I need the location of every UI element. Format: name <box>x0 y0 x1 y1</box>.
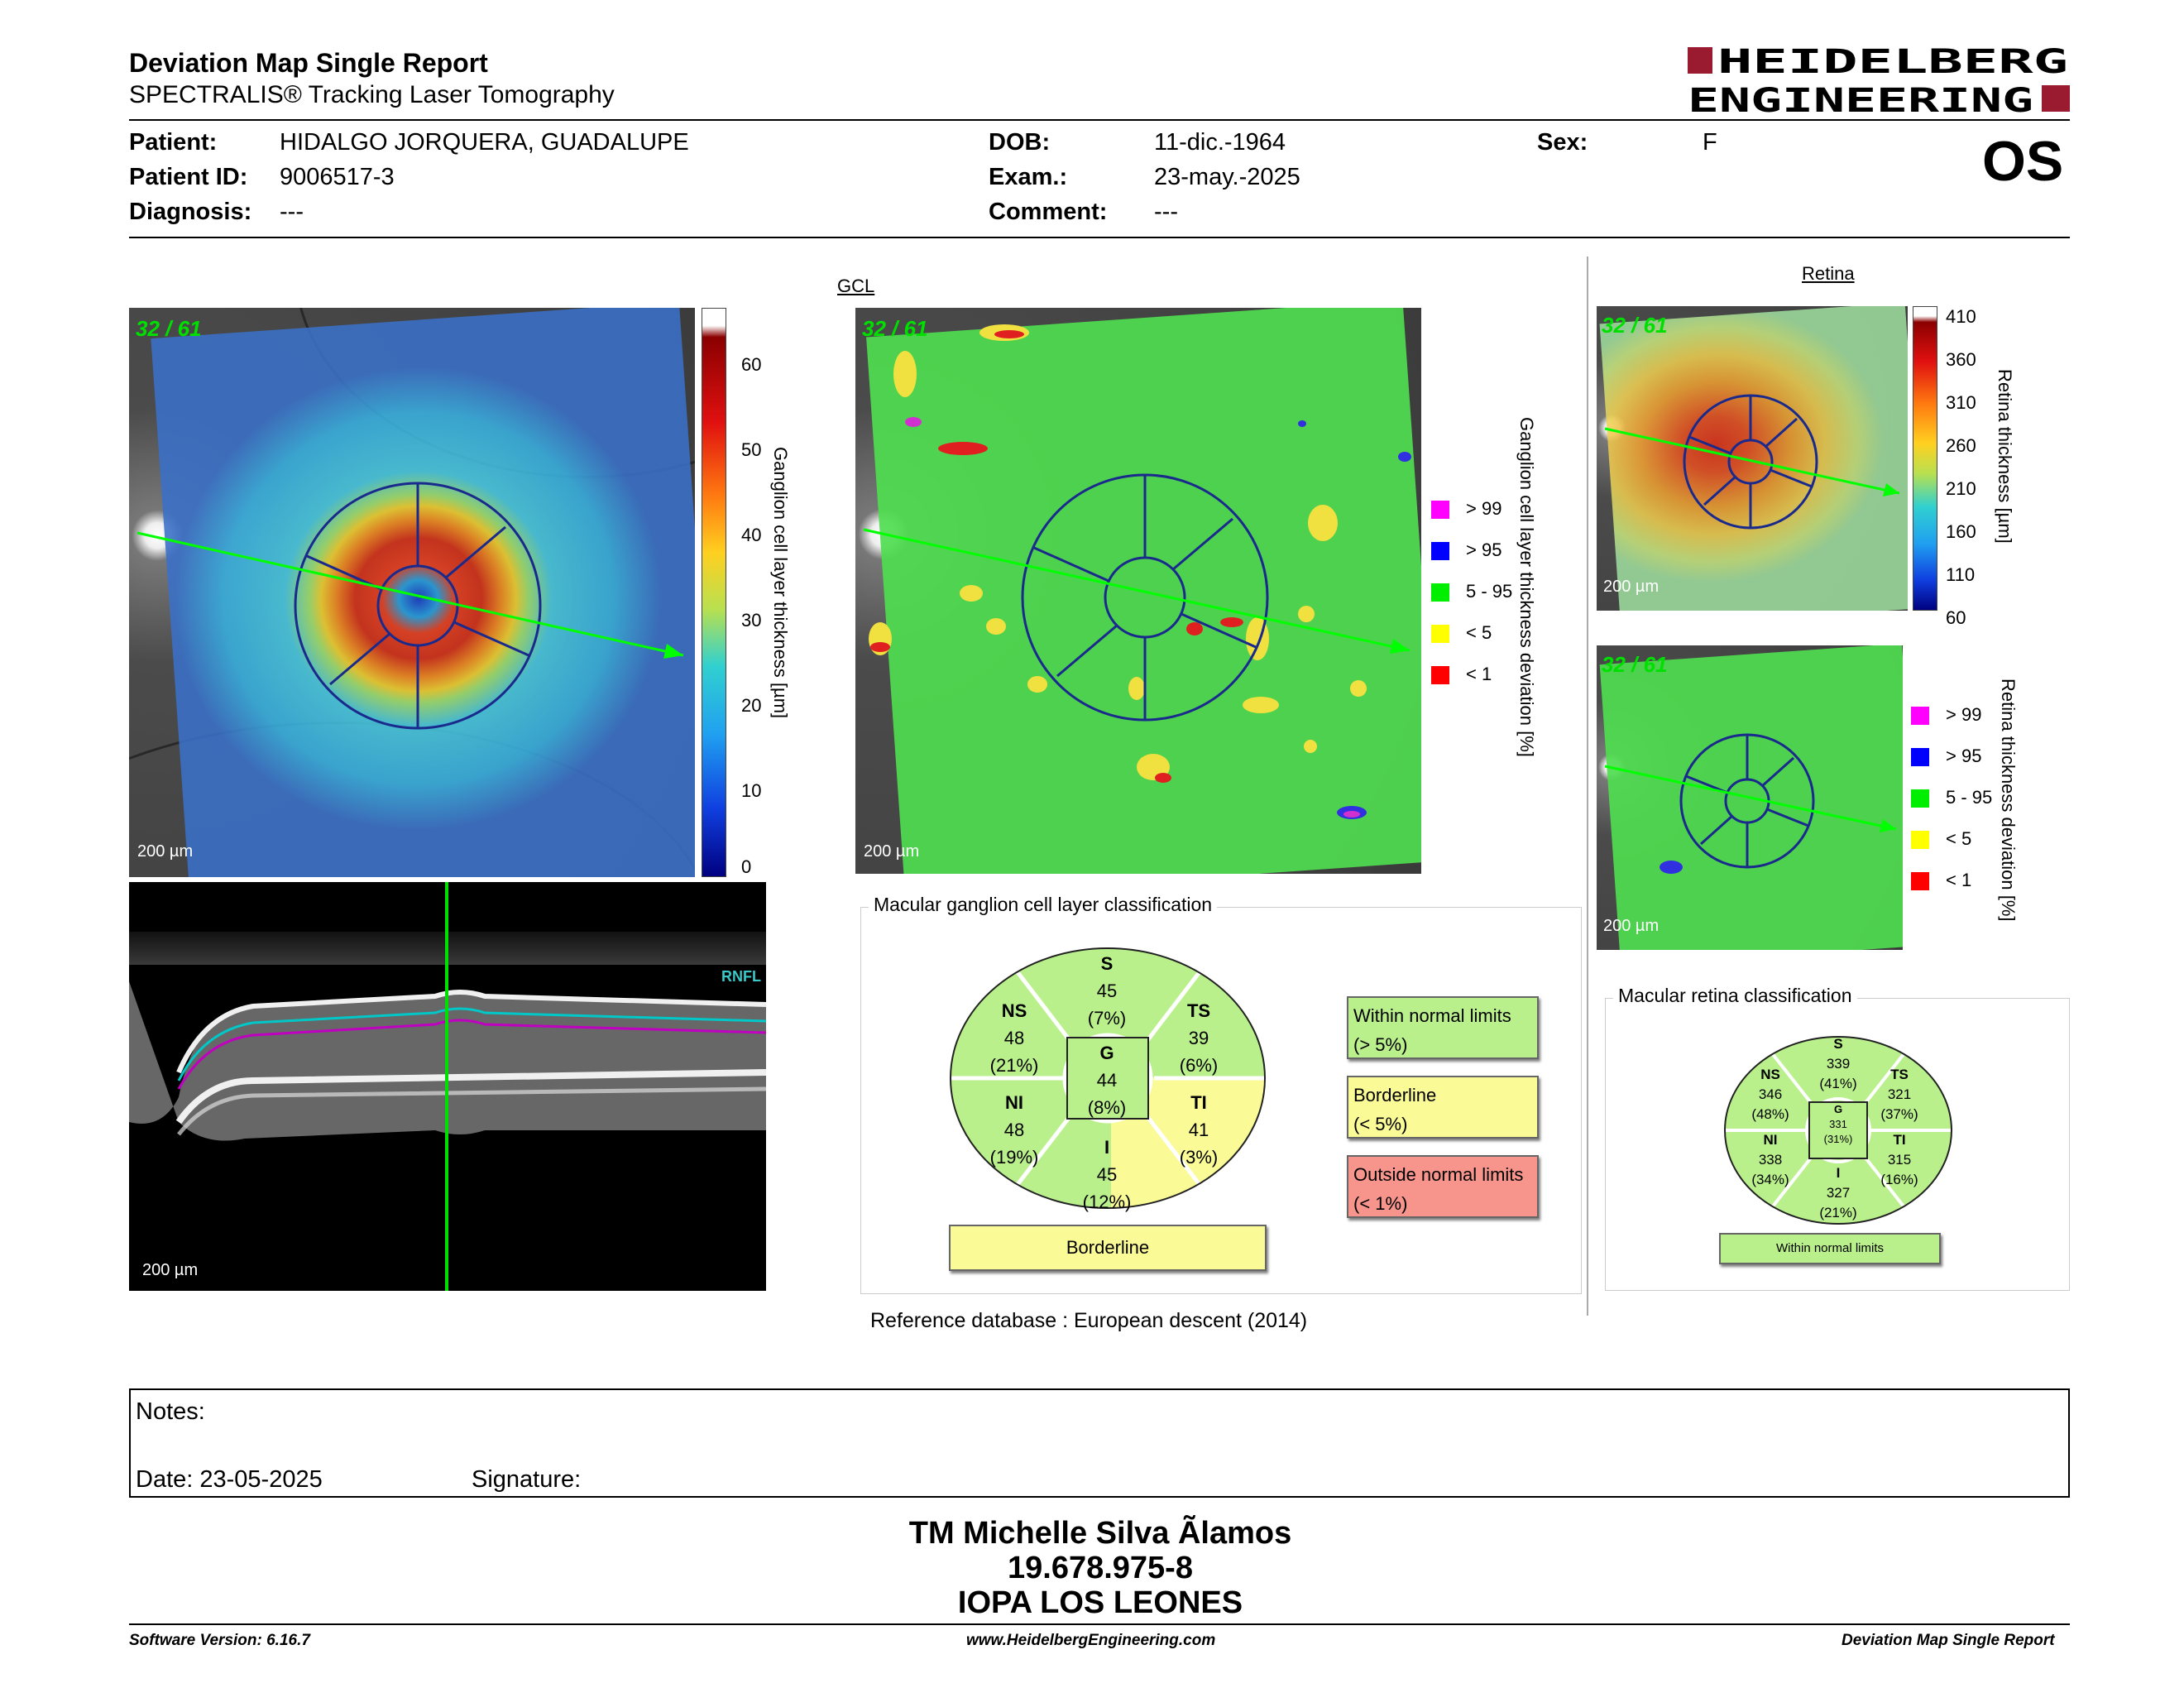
sector-name: TS <box>1890 1067 1909 1082</box>
scale-bar-label: 200 µm <box>1603 578 1660 596</box>
retina-sector-g <box>1808 1102 1868 1148</box>
key-label: Borderline <box>1353 1085 1437 1105</box>
legend-label: 5 - 95 <box>1946 787 1993 808</box>
legend-swatch <box>1911 872 1929 890</box>
sector-percent: (34%) <box>1751 1171 1789 1187</box>
retina-thickness-tick: 210 <box>1946 478 1976 499</box>
sector-value: 41 <box>1188 1120 1209 1140</box>
sector-percent: (48%) <box>1751 1105 1789 1122</box>
sector-value: 338 <box>1758 1151 1783 1168</box>
retina-deviation-axis-label: Retina thickness deviation [%] <box>1998 679 2019 922</box>
sector-value: 48 <box>1003 1120 1025 1140</box>
etdrs-grid <box>129 308 695 877</box>
signer-rut: 19.678.975-8 <box>1008 1551 1193 1585</box>
retina-thickness-axis-label: Retina thickness [µm] <box>1995 369 2015 544</box>
sector-percent: (19%) <box>989 1147 1039 1168</box>
retina-thickness-tick: 310 <box>1946 392 1976 413</box>
sector-value: 44 <box>1096 1070 1118 1091</box>
frame-counter: 32 / 61 <box>136 316 202 341</box>
exam-label: Exam.: <box>989 164 1068 190</box>
oct-bscan <box>129 882 766 1291</box>
sex-label: Sex: <box>1537 129 1588 156</box>
bscan-scale-label: 200 µm <box>142 1261 199 1279</box>
retina-thickness-tick: 110 <box>1946 564 1976 585</box>
sector-name: TI <box>1190 1092 1207 1113</box>
frame-counter: 32 / 61 <box>862 316 928 341</box>
sector-percent: (41%) <box>1819 1075 1857 1091</box>
gcl-thickness-colorbar <box>702 308 726 877</box>
legend-label: 5 - 95 <box>1466 581 1513 602</box>
sector-percent: (37%) <box>1880 1105 1918 1122</box>
legend-swatch <box>1431 542 1449 560</box>
patient-label: Patient: <box>129 129 218 156</box>
legend-label: > 99 <box>1466 498 1502 519</box>
classification-key-item <box>1347 996 1539 1059</box>
gcl-deviation-map <box>855 308 1421 874</box>
retina-etdrs-grid <box>1597 306 1908 611</box>
comment-label: Comment: <box>989 199 1108 225</box>
patient-rule <box>129 237 2070 238</box>
legend-swatch <box>1431 501 1449 519</box>
legend-label: < 5 <box>1466 622 1492 643</box>
gcl-thickness-tick: 50 <box>741 439 762 460</box>
retina-thickness-tick: 360 <box>1946 349 1976 370</box>
sector-name: S <box>1100 953 1114 974</box>
sector-value: 48 <box>1003 1028 1025 1048</box>
gcl-thickness-tick: 20 <box>741 695 762 716</box>
legend-swatch <box>1911 789 1929 808</box>
sector-name: I <box>1836 1165 1841 1181</box>
legend-swatch <box>1431 666 1449 684</box>
sector-percent: (8%) <box>1087 1097 1127 1118</box>
sector-name: TS <box>1186 1000 1211 1021</box>
legend-label: > 99 <box>1946 704 1982 725</box>
sector-value: 321 <box>1887 1086 1912 1102</box>
gcl-sector-g <box>1067 1039 1147 1121</box>
notes-label: Notes: <box>136 1398 205 1425</box>
gcl-thickness-map <box>129 308 695 877</box>
website-link[interactable]: www.HeidelbergEngineering.com <box>966 1632 1216 1649</box>
scale-bar-label: 200 µm <box>864 842 920 861</box>
retina-sector-i <box>1808 1163 1868 1222</box>
rnfl-label: RNFL <box>721 968 761 985</box>
sex-value: F <box>1703 129 1717 156</box>
retina-tag[interactable]: Retina <box>1802 263 1855 284</box>
gcl-thickness-axis-label: Ganglion cell layer thickness [µm] <box>770 447 791 719</box>
gcl-thickness-tick: 60 <box>741 354 762 375</box>
sector-name: I <box>1104 1137 1110 1158</box>
retina-sector-s <box>1808 1034 1868 1093</box>
retina-sector-ts <box>1870 1065 1929 1124</box>
sector-value: 331 <box>1829 1118 1847 1131</box>
sector-name: NS <box>1760 1067 1780 1082</box>
exam-value: 23-may.-2025 <box>1154 164 1300 190</box>
sector-percent: (7%) <box>1087 1008 1127 1029</box>
retina-deviation-map <box>1597 645 1903 950</box>
legend-swatch <box>1431 625 1449 643</box>
sector-percent: (31%) <box>1823 1133 1853 1146</box>
sector-percent: (21%) <box>1819 1204 1857 1220</box>
gcl-sector-ns <box>975 997 1054 1079</box>
sector-percent: (6%) <box>1179 1055 1219 1076</box>
sector-value: 327 <box>1826 1184 1851 1201</box>
sector-name: G <box>1833 1103 1843 1115</box>
gcl-sector-i <box>1067 1134 1147 1216</box>
scale-bar-label: 200 µm <box>1603 917 1660 935</box>
gcl-thickness-tick: 0 <box>741 856 752 877</box>
legend-label: < 5 <box>1946 828 1972 849</box>
eye-indicator: OS <box>1982 130 2064 193</box>
retina-thickness-tick: 60 <box>1946 607 1966 628</box>
software-version: Software Version: 6.16.7 <box>129 1632 310 1649</box>
retina-sector-ns <box>1741 1065 1800 1124</box>
retina-result-box: Within normal limits <box>1719 1233 1941 1264</box>
heidelberg-logo <box>1688 46 2070 117</box>
diagnosis-value: --- <box>280 199 304 225</box>
key-threshold: (> 5%) <box>1353 1034 1408 1056</box>
sector-name: NS <box>1001 1000 1027 1021</box>
report-title: Deviation Map Single Report <box>129 48 488 78</box>
gcl-deviation-axis-label: Ganglion cell layer thickness deviation [%] <box>1516 417 1537 757</box>
legend-swatch <box>1431 583 1449 602</box>
svg-text:ENGINEERING: ENGINEERING <box>1688 82 2033 117</box>
column-divider <box>1587 257 1588 1316</box>
legend-swatch <box>1911 831 1929 849</box>
bscan-layers <box>129 882 766 1291</box>
gcl-classification-title: Macular ganglion cell layer classification <box>869 894 1217 916</box>
gcl-sector-ti <box>1159 1089 1238 1171</box>
retina-deviation-grid <box>1597 645 1903 950</box>
gcl-result-box: Borderline <box>949 1225 1267 1271</box>
signer-institution: IOPA LOS LEONES <box>957 1585 1243 1620</box>
date-label: Date: 23-05-2025 <box>136 1466 323 1493</box>
frame-counter: 32 / 61 <box>1602 652 1668 677</box>
report-subtitle: SPECTRALIS® Tracking Laser Tomography <box>129 81 615 108</box>
key-label: Within normal limits <box>1353 1005 1511 1026</box>
sector-value: 315 <box>1887 1151 1912 1168</box>
sector-value: 339 <box>1826 1055 1851 1072</box>
retina-sector-ti <box>1870 1130 1929 1189</box>
dob-value: 11-dic.-1964 <box>1154 129 1286 156</box>
gcl-thickness-tick: 40 <box>741 525 762 545</box>
notes-box[interactable] <box>129 1388 2070 1498</box>
key-threshold: (< 1%) <box>1353 1193 1408 1215</box>
retina-classification-title: Macular retina classification <box>1613 985 1857 1007</box>
retina-thickness-tick: 410 <box>1946 306 1976 327</box>
scale-bar-label: 200 µm <box>137 842 194 861</box>
sector-percent: (12%) <box>1082 1192 1132 1212</box>
gcl-tag[interactable]: GCL <box>837 276 875 296</box>
legend-label: > 95 <box>1466 539 1502 560</box>
reference-database: Reference database : European descent (2014) <box>870 1309 1308 1332</box>
comment-value: --- <box>1154 199 1178 225</box>
deviation-spots <box>855 308 1421 874</box>
signature-label: Signature: <box>472 1466 582 1493</box>
gcl-sector-ni <box>975 1089 1054 1171</box>
sector-percent: (21%) <box>989 1055 1039 1076</box>
retina-thickness-colorbar <box>1913 306 1937 611</box>
retina-thickness-tick: 160 <box>1946 521 1976 542</box>
key-threshold: (< 5%) <box>1353 1114 1408 1135</box>
key-label: Outside normal limits <box>1353 1164 1524 1185</box>
sector-name: S <box>1833 1036 1843 1052</box>
classification-key-item <box>1347 1155 1539 1218</box>
sector-value: 346 <box>1758 1086 1783 1102</box>
frame-counter: 32 / 61 <box>1602 313 1668 338</box>
retina-thickness-tick: 260 <box>1946 435 1976 456</box>
sector-name: TI <box>1893 1132 1906 1148</box>
patient-id-label: Patient ID: <box>129 164 248 190</box>
legend-label: < 1 <box>1946 870 1972 890</box>
svg-text:HEIDELBERG: HEIDELBERG <box>1717 46 2068 81</box>
sector-value: 45 <box>1096 1164 1118 1185</box>
gcl-thickness-tick: 30 <box>741 610 762 631</box>
legend-swatch <box>1911 707 1929 725</box>
footer-rule <box>129 1623 2070 1625</box>
sector-value: 39 <box>1188 1028 1209 1048</box>
retina-thickness-map <box>1597 306 1908 611</box>
header-rule <box>129 119 2070 121</box>
sector-value: 45 <box>1096 981 1118 1001</box>
retina-sector-ni <box>1741 1130 1800 1189</box>
legend-label: > 95 <box>1946 746 1982 766</box>
footer-report-name: Deviation Map Single Report <box>1842 1632 2055 1649</box>
classification-key-item <box>1347 1076 1539 1139</box>
sector-percent: (16%) <box>1880 1171 1918 1187</box>
legend-label: < 1 <box>1466 664 1492 684</box>
signer-name: TM Michelle Silva Ãlamos <box>908 1516 1292 1551</box>
dob-label: DOB: <box>989 129 1051 156</box>
patient-name: HIDALGO JORQUERA, GUADALUPE <box>280 129 689 156</box>
gcl-sector-ts <box>1159 997 1238 1079</box>
sector-name: NI <box>1005 1092 1023 1113</box>
patient-id: 9006517-3 <box>280 164 395 190</box>
sector-name: G <box>1099 1043 1114 1063</box>
gcl-sector-s <box>1067 950 1147 1032</box>
sector-percent: (3%) <box>1179 1147 1219 1168</box>
diagnosis-label: Diagnosis: <box>129 199 252 225</box>
legend-swatch <box>1911 748 1929 766</box>
gcl-thickness-tick: 10 <box>741 780 762 801</box>
sector-name: NI <box>1763 1132 1778 1148</box>
